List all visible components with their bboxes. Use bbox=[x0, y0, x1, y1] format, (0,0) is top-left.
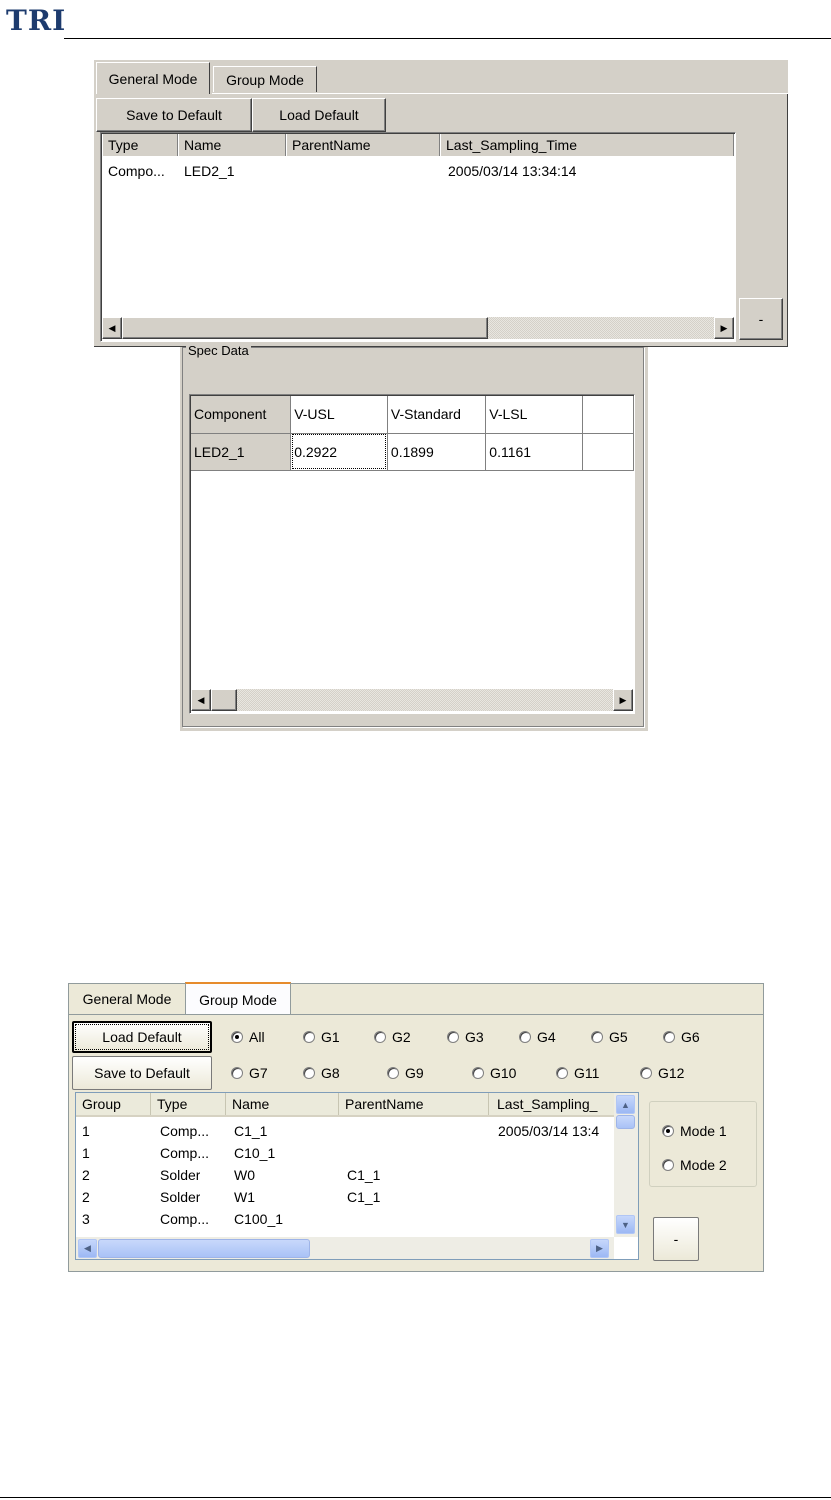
radio-selected-icon bbox=[231, 1031, 243, 1043]
horizontal-scrollbar[interactable] bbox=[102, 317, 734, 339]
group-mode-panel bbox=[68, 983, 764, 1272]
v-standard-cell[interactable]: 0.1899 bbox=[387, 433, 485, 470]
table-row[interactable] bbox=[76, 1145, 614, 1167]
radio-icon bbox=[519, 1031, 531, 1043]
spec-data-panel bbox=[180, 343, 648, 731]
table-row[interactable] bbox=[76, 1123, 614, 1145]
radio-icon bbox=[472, 1067, 484, 1079]
radio-selected-icon bbox=[662, 1125, 674, 1137]
radio-group-g10[interactable] bbox=[472, 1065, 516, 1081]
radio-group-g3[interactable] bbox=[447, 1029, 484, 1045]
radio-group-g5[interactable] bbox=[591, 1029, 628, 1045]
cell-group: 1 bbox=[82, 1123, 90, 1139]
horizontal-scrollbar[interactable] bbox=[76, 1237, 614, 1259]
radio-group-g6[interactable] bbox=[663, 1029, 700, 1045]
load-default-button[interactable]: Load Default bbox=[72, 1021, 212, 1053]
save-to-default-button[interactable]: Save to Default bbox=[96, 98, 252, 132]
scroll-down-arrow-icon[interactable]: ▼ bbox=[616, 1215, 635, 1234]
spec-header-cell bbox=[582, 396, 633, 433]
radio-group-g2[interactable] bbox=[374, 1029, 411, 1045]
cell-name: C10_1 bbox=[234, 1145, 276, 1161]
radio-label: G9 bbox=[405, 1065, 424, 1081]
radio-label: G2 bbox=[392, 1029, 411, 1045]
radio-label: G10 bbox=[490, 1065, 517, 1081]
scroll-left-arrow-icon[interactable]: ◀ bbox=[78, 1239, 97, 1258]
radio-label: G1 bbox=[321, 1029, 340, 1045]
cell-name: LED2_1 bbox=[184, 163, 235, 179]
load-default-button[interactable]: Load Default bbox=[252, 98, 386, 132]
mode-groupbox bbox=[649, 1101, 757, 1187]
tab-group-mode[interactable]: Group Mode bbox=[213, 66, 317, 92]
radio-label: Mode 1 bbox=[680, 1123, 727, 1139]
radio-label: G4 bbox=[537, 1029, 556, 1045]
radio-icon bbox=[663, 1031, 675, 1043]
radio-group-all[interactable] bbox=[231, 1029, 265, 1045]
radio-icon bbox=[374, 1031, 386, 1043]
column-header[interactable]: Group bbox=[76, 1093, 151, 1115]
scrollbar-thumb[interactable] bbox=[98, 1239, 310, 1258]
cell-name: C100_1 bbox=[234, 1211, 284, 1227]
scrollbar-thumb[interactable] bbox=[211, 689, 237, 711]
group-list[interactable] bbox=[75, 1092, 639, 1260]
column-header[interactable]: Last_Sampling_ bbox=[497, 1096, 598, 1112]
footer-rule bbox=[0, 1497, 831, 1498]
radio-group-g4[interactable] bbox=[519, 1029, 556, 1045]
cell-type: Compo... bbox=[108, 163, 165, 179]
general-mode-panel bbox=[94, 60, 788, 347]
radio-group-g8[interactable] bbox=[303, 1065, 340, 1081]
radio-icon bbox=[447, 1031, 459, 1043]
spec-grid[interactable] bbox=[189, 394, 635, 714]
scroll-right-arrow-icon[interactable]: ▶ bbox=[714, 317, 734, 339]
scroll-right-arrow-icon[interactable]: ▶ bbox=[590, 1239, 609, 1258]
cell-type: Solder bbox=[160, 1167, 201, 1183]
collapse-button[interactable]: - bbox=[739, 298, 783, 340]
cell-name: W0 bbox=[234, 1167, 255, 1183]
cell-type: Comp... bbox=[160, 1211, 210, 1227]
radio-label: G5 bbox=[609, 1029, 628, 1045]
radio-label: G6 bbox=[681, 1029, 700, 1045]
tab-strip-edge bbox=[69, 1014, 763, 1015]
cell-group: 3 bbox=[82, 1211, 90, 1227]
cell-time: 2005/03/14 13:34:14 bbox=[448, 163, 577, 179]
scroll-left-arrow-icon[interactable]: ◀ bbox=[191, 689, 211, 711]
radio-group-g1[interactable] bbox=[303, 1029, 340, 1045]
cell-group: 2 bbox=[82, 1189, 90, 1205]
tab-general-mode[interactable]: General Mode bbox=[82, 991, 172, 1007]
cell-parent: C1_1 bbox=[347, 1167, 381, 1183]
cell-name: W1 bbox=[234, 1189, 255, 1205]
list-header bbox=[76, 1093, 614, 1117]
spec-header-cell: V-Standard bbox=[387, 396, 485, 433]
radio-group-g9[interactable] bbox=[387, 1065, 424, 1081]
v-lsl-cell[interactable]: 0.1161 bbox=[486, 433, 583, 470]
scrollbar-thumb[interactable] bbox=[122, 317, 488, 339]
scroll-up-arrow-icon[interactable]: ▲ bbox=[616, 1095, 635, 1114]
spec-data-title: Spec Data bbox=[188, 343, 249, 358]
cell-time: 2005/03/14 13:4 bbox=[498, 1123, 600, 1139]
list-header bbox=[102, 134, 734, 156]
table-row[interactable] bbox=[102, 163, 734, 185]
cell-type: Comp... bbox=[160, 1123, 210, 1139]
scroll-right-arrow-icon[interactable]: ▶ bbox=[613, 689, 633, 711]
cell-name: C1_1 bbox=[234, 1123, 268, 1139]
list-body bbox=[76, 1123, 614, 1233]
radio-icon bbox=[640, 1067, 652, 1079]
radio-icon bbox=[231, 1067, 243, 1079]
component-list[interactable] bbox=[100, 132, 736, 342]
table-row[interactable] bbox=[76, 1189, 614, 1211]
radio-group-g11[interactable] bbox=[556, 1065, 599, 1081]
spec-header-cell: V-LSL bbox=[486, 396, 583, 433]
radio-label: Mode 2 bbox=[680, 1157, 727, 1173]
save-to-default-button[interactable]: Save to Default bbox=[72, 1056, 212, 1090]
spec-empty-cell[interactable] bbox=[582, 433, 633, 470]
radio-mode-1[interactable] bbox=[662, 1123, 727, 1139]
spec-component-cell[interactable]: LED2_1 bbox=[191, 433, 291, 470]
column-header[interactable]: Name bbox=[178, 134, 286, 156]
spec-header-cell: Component bbox=[191, 396, 291, 433]
table-row[interactable] bbox=[76, 1211, 614, 1233]
radio-icon bbox=[303, 1067, 315, 1079]
scrollbar-thumb[interactable] bbox=[616, 1115, 635, 1129]
radio-label: G8 bbox=[321, 1065, 340, 1081]
header-rule bbox=[64, 38, 831, 39]
radio-icon bbox=[387, 1067, 399, 1079]
tab-group-mode[interactable]: Group Mode bbox=[185, 982, 291, 1015]
radio-label: G12 bbox=[658, 1065, 685, 1081]
cell-parent: C1_1 bbox=[347, 1189, 381, 1205]
cell-group: 1 bbox=[82, 1145, 90, 1161]
column-header[interactable]: Type bbox=[102, 134, 178, 156]
cell-type: Solder bbox=[160, 1189, 201, 1205]
v-usl-cell[interactable]: 0.2922 bbox=[291, 433, 388, 470]
radio-icon bbox=[591, 1031, 603, 1043]
column-header[interactable]: Type bbox=[151, 1093, 226, 1115]
radio-group-g12[interactable] bbox=[640, 1065, 684, 1081]
tab-general-mode[interactable]: General Mode bbox=[96, 62, 210, 94]
column-header[interactable]: Last_Sampling_Time bbox=[440, 134, 734, 156]
column-header[interactable]: ParentName bbox=[286, 134, 440, 156]
radio-group-g7[interactable] bbox=[231, 1065, 268, 1081]
radio-icon bbox=[303, 1031, 315, 1043]
radio-label: G3 bbox=[465, 1029, 484, 1045]
radio-icon bbox=[556, 1067, 568, 1079]
cell-type: Comp... bbox=[160, 1145, 210, 1161]
cell-group: 2 bbox=[82, 1167, 90, 1183]
spec-header-cell: V-USL bbox=[291, 396, 388, 433]
column-header[interactable]: ParentName bbox=[339, 1093, 489, 1115]
radio-label: G11 bbox=[574, 1065, 600, 1081]
column-header[interactable]: Name bbox=[226, 1093, 339, 1115]
radio-icon bbox=[662, 1159, 674, 1171]
table-row[interactable] bbox=[76, 1167, 614, 1189]
radio-mode-2[interactable] bbox=[662, 1157, 727, 1173]
scroll-left-arrow-icon[interactable]: ◀ bbox=[102, 317, 122, 339]
tri-logo: TRI bbox=[6, 4, 67, 37]
vertical-scrollbar[interactable] bbox=[614, 1093, 638, 1237]
radio-label: All bbox=[249, 1029, 265, 1045]
spec-horizontal-scrollbar[interactable] bbox=[191, 689, 633, 711]
radio-label: G7 bbox=[249, 1065, 268, 1081]
collapse-button[interactable]: - bbox=[653, 1217, 699, 1261]
